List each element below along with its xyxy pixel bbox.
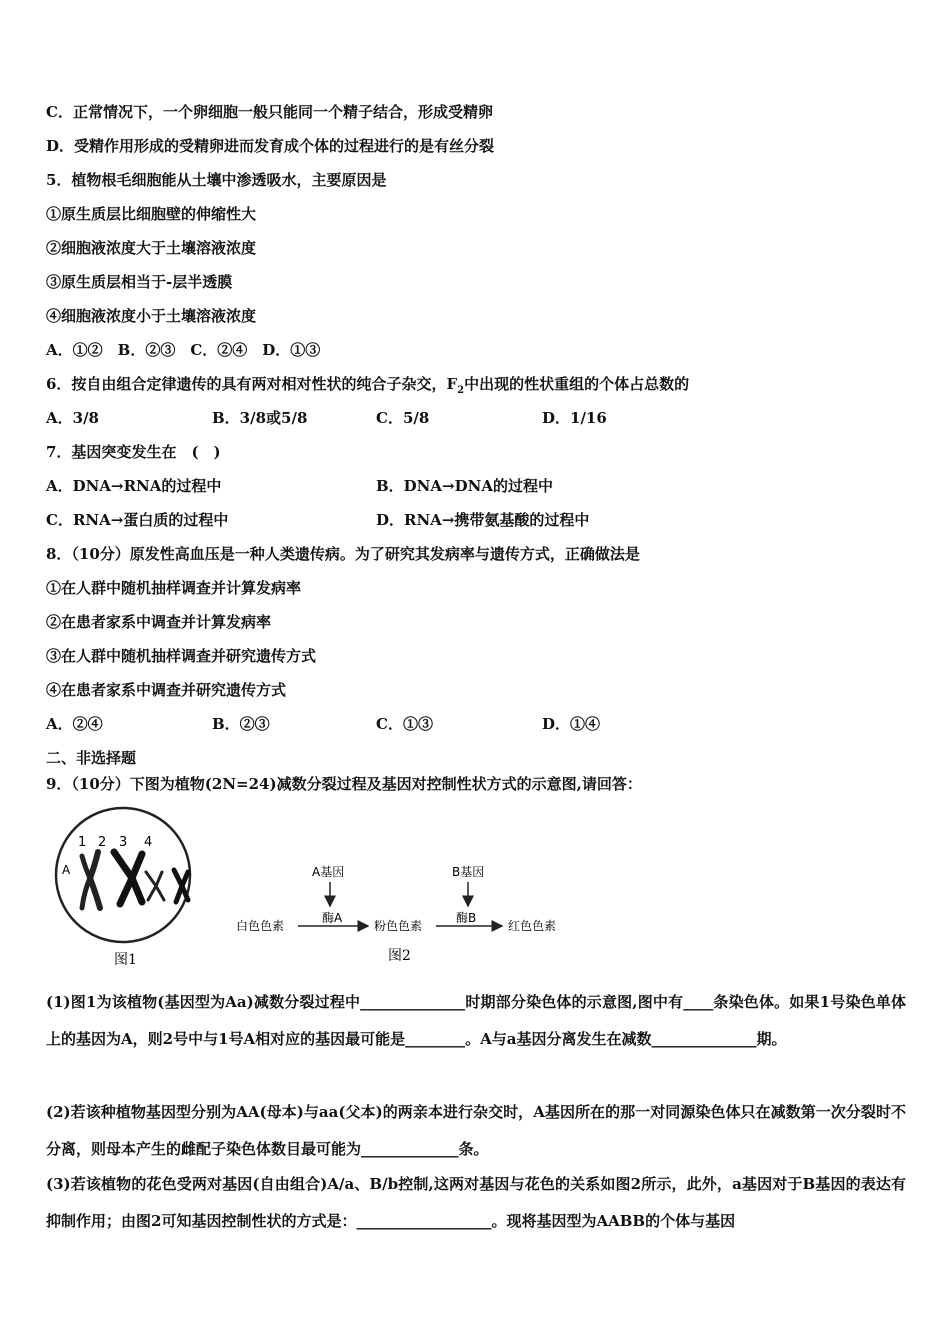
q6-option-a: A．3/8: [46, 409, 99, 427]
q6-stem-sub: 2: [457, 385, 465, 396]
chromosome-small-open: [146, 872, 164, 900]
q7-options-row1: [46, 476, 906, 496]
chrom-num-3: 3: [119, 835, 128, 850]
q6-stem-a: 6．按自由组合定律遗传的具有两对相对性状的纯合子杂交，F: [46, 375, 458, 393]
q5-item-4: ④细胞液浓度小于土壤溶液浓度: [46, 307, 257, 325]
q7-option-d: D．RNA→携带氨基酸的过程中: [376, 511, 590, 529]
q8-item-4: ④在患者家系中调查并研究遗传方式: [46, 681, 287, 699]
fig2-pathway: [236, 865, 556, 964]
q8-option-c: C．①③: [376, 715, 433, 733]
q8-option-a: A．②④: [46, 715, 103, 733]
q7-option-c: C．RNA→蛋白质的过程中: [46, 511, 229, 529]
q5-item-1: ①原生质层比细胞壁的伸缩性大: [46, 205, 257, 223]
q7-options-row2: [46, 510, 906, 530]
q8-option-d: D．①④: [542, 715, 601, 733]
enzyme-a-label: 酶A: [322, 911, 343, 925]
chrom-num-4: 4: [144, 835, 153, 850]
chromosome-3-4: [114, 852, 142, 904]
gene-b-label: B基因: [452, 865, 485, 879]
q9-stem: 9．（10分）下图为植物(2N=24)减数分裂过程及基因对控制性状方式的示意图,请回答：: [46, 775, 642, 793]
q5-item-2: ②细胞液浓度大于土壤溶液浓度: [46, 239, 257, 257]
q5-options: A．①② B．②③ C．②④ D．①③: [46, 341, 321, 359]
chrom-num-1: 1: [78, 835, 87, 850]
chromosome-1-2: [82, 852, 100, 908]
q9-figure: [46, 800, 606, 975]
chrom-num-2: 2: [98, 835, 107, 850]
q9-part2: (2)若该种植物基因型分别为AA(母本)与aa(父本)的两亲本进行杂交时，A基因所在的那一对同源染色体只在减数第一次分裂时不分离，则母本产生的雌配子染色体数目最可能为_____________条。: [46, 1103, 906, 1158]
q8-item-2: ②在患者家系中调查并计算发病率: [46, 613, 272, 631]
q8-option-b: B．②③: [212, 715, 270, 733]
q7-option-a: A．DNA→RNA的过程中: [46, 477, 222, 495]
q6-option-c: C．5/8: [376, 409, 430, 427]
pink-pigment: 粉色色素: [374, 919, 423, 933]
q6-options: [46, 408, 906, 428]
q8-item-1: ①在人群中随机抽样调查并计算发病率: [46, 579, 302, 597]
q7-option-b: B．DNA→DNA的过程中: [376, 477, 553, 495]
q6-option-d: D．1/16: [542, 409, 607, 427]
white-pigment: 白色色素: [236, 919, 285, 933]
q8-stem: 8．（10分）原发性高血压是一种人类遗传病。为了研究其发病率与遗传方式，正确做法是: [46, 545, 640, 563]
q8-options: [46, 714, 906, 734]
enzyme-b-label: 酶B: [456, 911, 477, 925]
q4-option-d: D．受精作用形成的受精卵进而发育成个体的过程进行的是有丝分裂: [46, 137, 495, 155]
q9-part1: (1)图1为该植物(基因型为Aa)减数分裂过程中______________时期部分染色体的示意图,图中有____条染色体。如果1号染色单体上的基因为A，则2号中与1号A相对应的基因最可能是________。A与a基因分离发生在减数______________期。: [46, 993, 906, 1048]
red-pigment: 红色色素: [508, 919, 557, 933]
q9-part3: (3)若该植物的花色受两对基因(自由组合)A/a、B/b控制,这两对基因与花色的关系如图2所示，此外，a基因对于B基因的表达有抑制作用；由图2可知基因控制性状的方式是：__________________。现将基因型为AABB的个体与基因: [46, 1175, 906, 1230]
q4-option-c: C．正常情况下，一个卵细胞一般只能同一个精子结合，形成受精卵: [46, 103, 493, 121]
q5-stem: 5．植物根毛细胞能从土壤中渗透吸水，主要原因是: [46, 171, 387, 189]
q6-stem-b: 中出现的性状重组的个体占总数的: [464, 375, 690, 393]
gene-a-marker: A: [62, 863, 71, 877]
chromosome-small-dark: [174, 870, 188, 902]
q8-item-3: ③在人群中随机抽样调查并研究遗传方式: [46, 647, 317, 665]
fig1-label: 图1: [114, 952, 137, 968]
gene-a-label: A基因: [312, 865, 345, 879]
fig1-cell: [56, 808, 190, 968]
q6-option-b: B．3/8或5/8: [212, 409, 308, 427]
q7-stem: 7．基因突变发生在 ( ): [46, 443, 221, 461]
q5-item-3: ③原生质层相当于-层半透膜: [46, 273, 233, 291]
fig2-label: 图2: [388, 948, 411, 964]
section-title-nonchoice: 二、非选择题: [46, 749, 137, 767]
q6-stem: [46, 374, 689, 401]
